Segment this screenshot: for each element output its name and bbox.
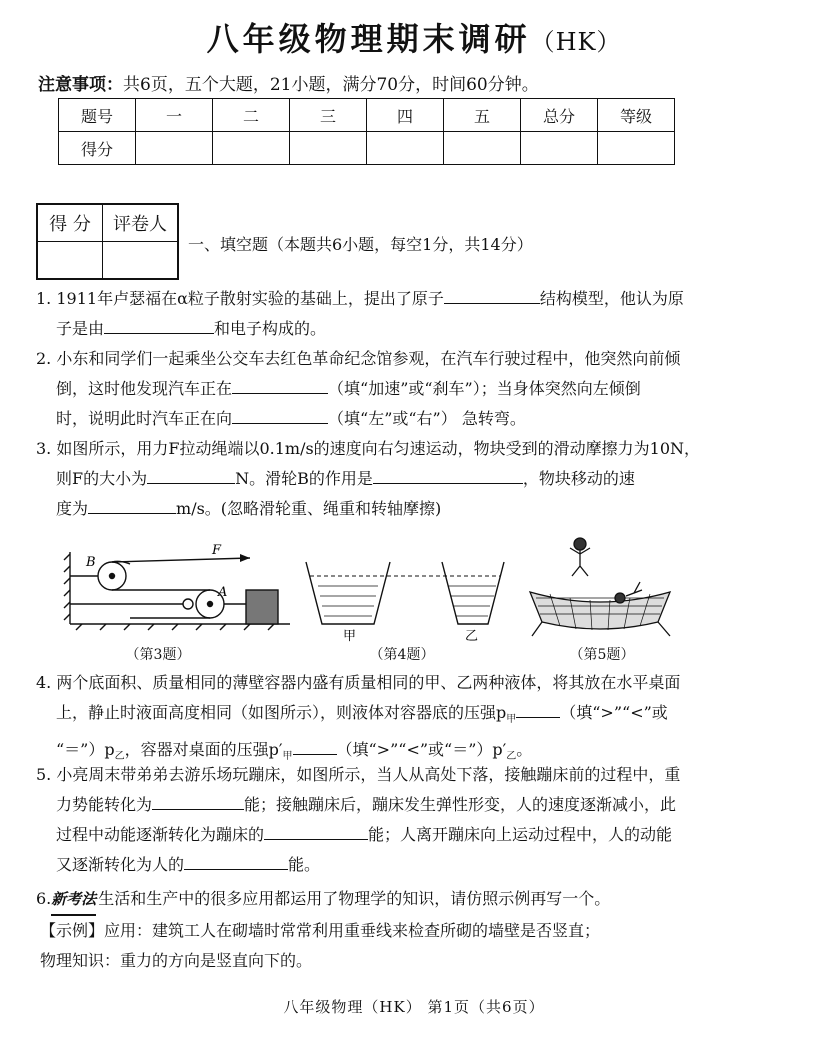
q5-text: 过程中动能逐渐转化为蹦床的: [56, 825, 265, 844]
score-cell[interactable]: [598, 132, 675, 165]
q6-number: 6.: [36, 889, 52, 908]
q4-blank-1[interactable]: [516, 699, 560, 718]
exam-title: 八年级物理期末调研: [206, 20, 531, 58]
fig3-label-b: B: [86, 555, 96, 570]
question-3: [36, 434, 796, 524]
score-header-cell: 四: [367, 99, 444, 132]
fig4-container-yi: [442, 562, 504, 624]
q3-text: ，物块移动的速: [522, 469, 635, 488]
score-header-cell: 题号: [59, 99, 136, 132]
page-title: [0, 14, 828, 60]
grader-box: [36, 203, 179, 280]
q1-text: 和电子构成的。: [214, 319, 327, 338]
figure-4-containers: [306, 562, 504, 624]
section-title: 一、填空题（本题共6小题，每空1分，共14分）: [188, 235, 533, 254]
grader-name-cell[interactable]: [103, 242, 179, 280]
q4-text: 4. 两个底面积、质量相同的薄壁容器内盛有质量相同的甲、乙两种液体，将其放在水平桌面: [36, 673, 681, 692]
q4-text: 上，静止时液面高度相同（如图所示），则液体对容器底的压强p: [56, 703, 507, 722]
score-header-cell: 总分: [521, 99, 598, 132]
q4-text: ，容器对桌面的压强p′: [124, 740, 283, 760]
score-table-score-row: [59, 132, 675, 165]
score-header-cell: 一: [136, 99, 213, 132]
notice-text: 共6页，五个大题，21小题，满分70分，时间60分钟。: [123, 75, 539, 95]
score-cell[interactable]: [367, 132, 444, 165]
q4-blank-2[interactable]: [293, 736, 337, 755]
fig3-label-a: A: [218, 585, 228, 600]
exam-notice: [38, 70, 539, 95]
q4-text: 。: [516, 740, 533, 760]
score-cell[interactable]: [521, 132, 598, 165]
page-footer: 八年级物理（HK） 第1页（共6页）: [283, 998, 545, 1016]
q1-blank-1[interactable]: [444, 285, 540, 304]
score-cell[interactable]: [213, 132, 290, 165]
q4-text: （填“>”“<”或: [560, 703, 668, 722]
score-table-header-row: [59, 99, 675, 132]
figures-row: [60, 532, 680, 644]
question-4: [36, 668, 796, 772]
q3-blank-3[interactable]: [88, 495, 176, 514]
question-2: [36, 344, 796, 434]
q6-example-text: 【示例】应用：建筑工人在砌墙时常常利用重垂线来检查所砌的墙壁是否竖直；: [40, 921, 601, 940]
grader-score-label: 得 分: [37, 204, 103, 242]
q5-text: 能；人离开蹦床向上运动过程中，人的动能: [368, 825, 673, 844]
fig3-label-f: F: [212, 543, 222, 558]
q3-text: 度为: [56, 499, 89, 518]
q6-example-text: 物理知识：重力的方向是竖直向下的。: [40, 951, 313, 970]
q3-text: N。滑轮B的作用是: [235, 469, 373, 488]
fig4-label-jia: 甲: [343, 629, 357, 644]
fig5-person-jumping: [574, 538, 586, 550]
question-1: [36, 284, 796, 344]
q1-text: 结构模型，他认为原: [539, 289, 684, 308]
q4-subscript: 乙: [114, 751, 125, 763]
score-cell[interactable]: [290, 132, 367, 165]
q4-text: “＝”）p: [56, 740, 115, 760]
score-header-cell: 五: [444, 99, 521, 132]
fig3-rope-f: [112, 558, 250, 562]
q2-text: 倒，这时他发现汽车正在: [56, 379, 233, 398]
fig3-block: [246, 590, 278, 624]
new-method-tag: 新考法: [51, 884, 96, 916]
score-header-cell: 等级: [598, 99, 675, 132]
figure-3-caption: （第3题）: [125, 647, 191, 663]
q1-blank-2[interactable]: [104, 315, 214, 334]
q5-blank-3[interactable]: [184, 851, 288, 870]
q5-text: 力势能转化为: [56, 795, 153, 814]
score-header-cell: 二: [213, 99, 290, 132]
q6-text: 生活和生产中的很多应用都运用了物理学的知识，请仿照示例再写一个。: [98, 889, 611, 908]
fig5-person-lying: [615, 593, 625, 603]
q5-blank-1[interactable]: [152, 791, 244, 810]
q5-blank-2[interactable]: [264, 821, 368, 840]
figure-5-trampoline: [530, 538, 670, 636]
fig4-container-jia: [306, 562, 390, 624]
question-6: [36, 884, 796, 976]
figure-4-caption: （第4题）: [369, 647, 435, 663]
q2-text: （填“左”或“右”） 急转弯。: [328, 409, 526, 428]
q3-blank-1[interactable]: [147, 465, 235, 484]
q3-text: m/s。(忽略滑轮重、绳重和转轴摩擦): [176, 499, 442, 518]
q3-blank-2[interactable]: [373, 465, 523, 484]
q5-text: 又逐渐转化为人的: [56, 855, 185, 874]
q5-text: 能；接触蹦床后，蹦床发生弹性形变，人的速度逐渐减小，此: [244, 795, 677, 814]
notice-label: 注意事项：: [38, 75, 123, 95]
fig4-label-yi: 乙: [465, 629, 479, 644]
question-5: [36, 760, 796, 880]
figure-3-pulley: [64, 552, 290, 630]
q2-text: （填“加速”或“刹车”）；当身体突然向左倾倒: [328, 379, 641, 398]
q2-text: 2. 小东和同学们一起乘坐公交车去红色革命纪念馆参观，在汽车行驶过程中，他突然向前倾: [36, 349, 681, 368]
figure-5-caption: （第5题）: [569, 647, 635, 663]
q4-text: （填“>”“<”或“＝”）p′: [336, 740, 507, 760]
grader-name-label: 评卷人: [103, 204, 179, 242]
q4-subscript: 乙: [506, 751, 517, 763]
q1-text: 子是由: [56, 319, 105, 338]
q2-text: 时，说明此时汽车正在向: [56, 409, 233, 428]
score-header-cell: 三: [290, 99, 367, 132]
q2-blank-2[interactable]: [232, 405, 328, 424]
grader-score-cell[interactable]: [37, 242, 103, 280]
score-cell[interactable]: [136, 132, 213, 165]
score-table: [58, 98, 675, 165]
q2-blank-1[interactable]: [232, 375, 328, 394]
q1-text: 1. 1911年卢瑟福在α粒子散射实验的基础上，提出了原子: [36, 289, 444, 308]
score-row-label: 得分: [59, 132, 136, 165]
q3-text: 3. 如图所示，用力F拉动绳端以0.1m/s的速度向右匀速运动，物块受到的滑动摩擦力为10N，: [36, 439, 701, 458]
score-cell[interactable]: [444, 132, 521, 165]
exam-title-suffix: （HK）: [530, 28, 622, 56]
q3-text: 则F的大小为: [56, 469, 148, 488]
q4-subscript: 甲: [506, 714, 517, 726]
q4-subscript: 甲: [282, 751, 293, 763]
q5-text: 能。: [288, 855, 321, 874]
q5-text: 5. 小亮周末带弟弟去游乐场玩蹦床，如图所示，当人从高处下落，接触蹦床前的过程中，重: [36, 765, 681, 784]
